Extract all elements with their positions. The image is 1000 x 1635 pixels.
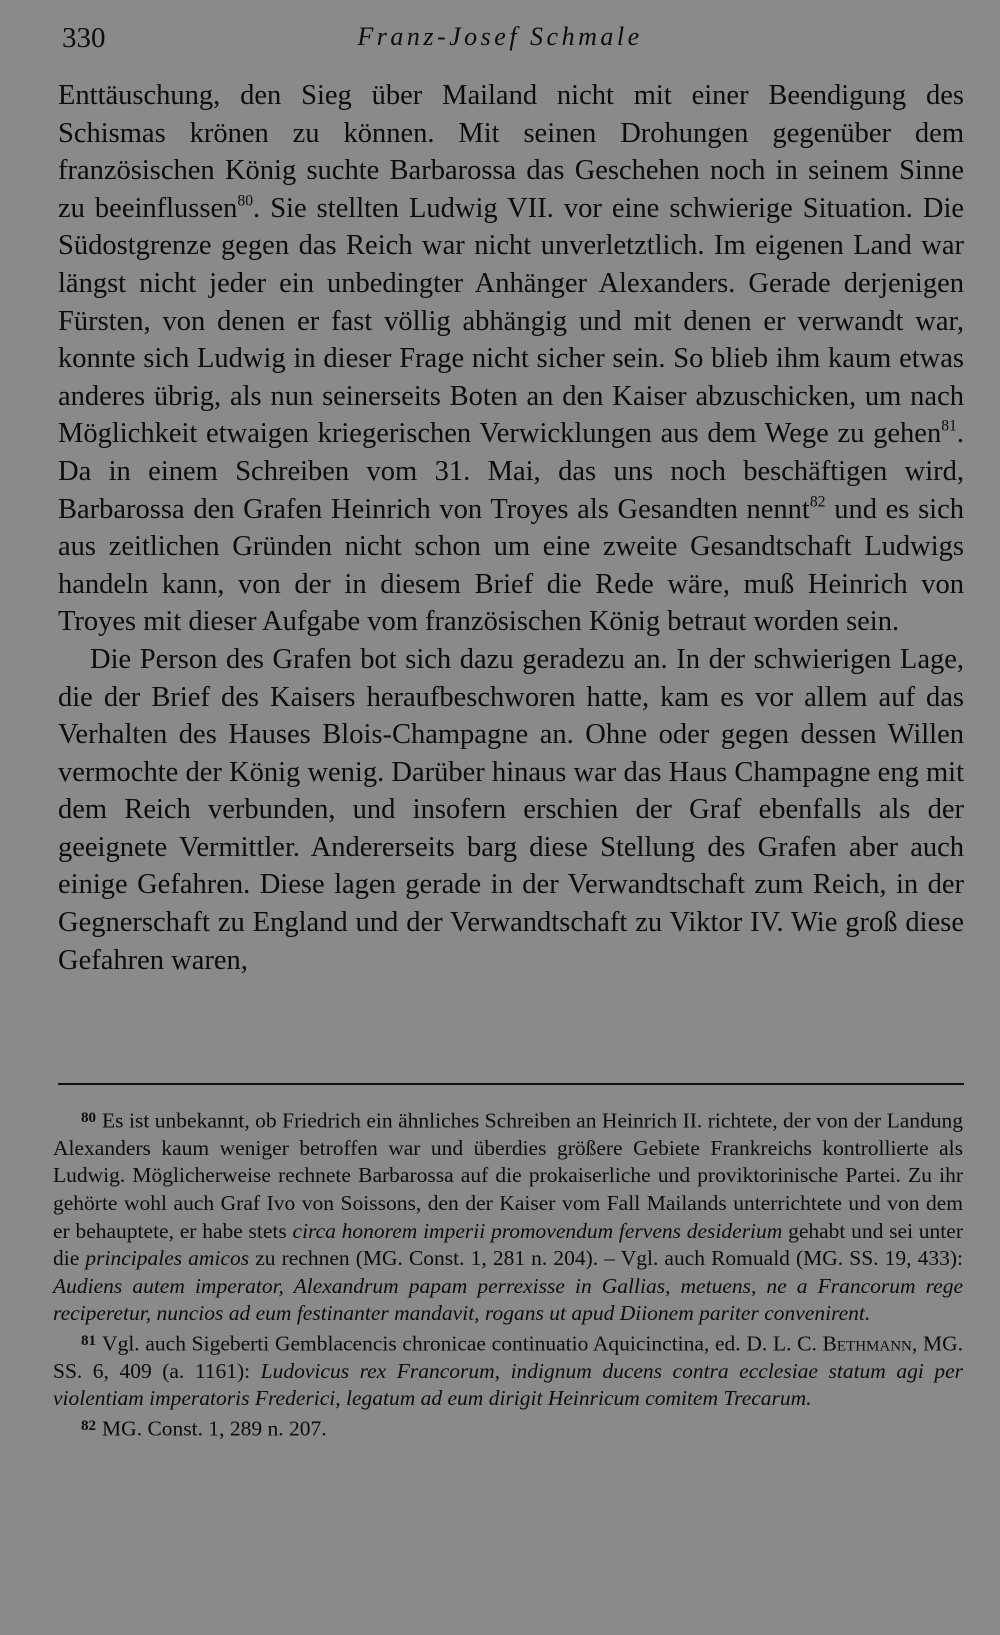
footnote-80-quote-2: principales amicos [85,1246,250,1271]
footnote-mark-81: 81 [81,1333,97,1350]
footnote-divider [58,1083,964,1085]
footnotes [53,1105,963,1443]
footnote-80-text-1: Es ist unbekannt, ob Friedrich ein ähnliches Schreiben an Heinrich II. richtete, der von der Landung Alexanders kaum weniger betroffen war und überdies größere Gebiete Frankreichs kontrollierte als Ludwig. Möglicherweise rechnete Barbarossa auf die prokaiserliche und proviktorinische Partei. Zu ihr gehörte wohl auch Graf Ivo von Soissons, den der Kaiser vom Fall Mailands unterrichtete und von dem er behauptete, er habe stets [53,1108,963,1243]
footnote-80 [53,1105,963,1328]
paragraph-1-part-b: . Sie stellten Ludwig VII. vor eine schwierige Situation. Die Südostgrenze gegen das Reich war nicht unverletztlich. Im eigenen Land war längst nicht jeder ein unbedingter Anhänger Alexanders. Gerade derjenigen Fürsten, von denen er fast völlig abhängig und mit denen er verwandt war, konnte sich Ludwig in dieser Frage nicht sicher sein. So blieb ihm kaum etwas anderes übrig, als nun seinerseits Boten an den Kaiser abzuschicken, um nach Möglichkeit etwaigen kriegerischen Verwicklungen aus dem Wege zu gehen [58,192,965,450]
footnote-ref-82: 82 [809,492,826,510]
paragraph-1-part-a: Enttäuschung, den Sieg über Mailand nicht mit einer Beendigung des Schismas krönen zu können. Mit seinen Drohungen gegenüber dem französischen König suchte Barbarossa das Geschehen noch in seinem Sinne zu beeinflussen [58,80,964,224]
paragraph-1 [58,77,964,641]
footnote-81-text-2: , MG. SS. 6, 409 (a. 1161): [53,1331,963,1383]
paragraph-1-part-d: und es sich aus zeitlichen Gründen nicht schon um eine zweite Gesandtschaft Ludwigs handeln kann, von der in diesem Brief die Rede wäre, muß Heinrich von Troyes mit dieser Aufgabe vom französischen König betraut worden sein. [58,493,965,638]
footnote-81-text-1: Vgl. auch Sigeberti Gemblacencis chronicae continuatio Aquicinctina, ed. D. L. C. [102,1331,823,1356]
footnote-80-quote-3: Audiens autem imperator, Alexandrum papam perrexisse in Gallias, metuens, ne a Francorum rege reciperetur, nuncios ad eum festinanter mandavit, rogans ut apud Diionem pariter convenirent. [53,1273,963,1326]
footnote-81 [53,1328,963,1413]
main-text [58,77,964,979]
footnote-ref-80: 80 [237,192,254,210]
footnote-81-editor: Bethmann [822,1331,912,1356]
footnote-82-text: MG. Const. 1, 289 n. 207. [102,1416,327,1441]
running-title: Franz-Josef Schmale [357,22,643,51]
footnote-mark-82: 82 [81,1418,97,1435]
page-header [58,18,942,58]
footnote-80-text-3: zu rechnen (MG. Const. 1, 281 n. 204). – Vgl. auch Romuald (MG. SS. 19, 433): [249,1246,963,1271]
paragraph-2: Die Person des Grafen bot sich dazu geradezu an. In der schwierigen Lage, die der Brief des Kaisers heraufbeschworen hatte, kam es vor allem auf das Verhalten des Hauses Blois-Champagne an. Ohne oder gegen dessen Willen vermochte der König wenig. Darüber hinaus war das Haus Champagne eng mit dem Reich verbunden, und insofern erschien der Graf ebenfalls als der geeignete Vermittler. Andererseits barg diese Stellung des Grafen aber auch einige Gefahren. Diese lagen gerade in der Verwandtschaft zum Reich, in der Gegnerschaft zu England und der Verwandtschaft zu Viktor IV. Wie groß diese Gefahren waren, [58,643,964,976]
page-number: 330 [62,22,106,54]
footnote-82 [53,1413,963,1443]
footnote-80-quote-1: circa honorem imperii promovendum fervens desiderium [292,1218,783,1243]
footnote-mark-80: 80 [81,1110,97,1126]
footnote-81-quote: Ludovicus rex Francorum, indignum ducens contra ecclesiae statum agi per violentiam imperatoris Frederici, legatum ad eum dirigit Heinricum comitem Trecarum. [53,1358,963,1411]
footnote-ref-81: 81 [941,417,957,435]
paragraph-1-part-c: . Da in einem Schreiben vom 31. Mai, das uns noch beschäftigen wird, Barbarossa den Grafen Heinrich von Troyes als Gesandten nennt [58,418,964,525]
footnote-80-text-2: gehabt und sei unter die [53,1218,963,1271]
